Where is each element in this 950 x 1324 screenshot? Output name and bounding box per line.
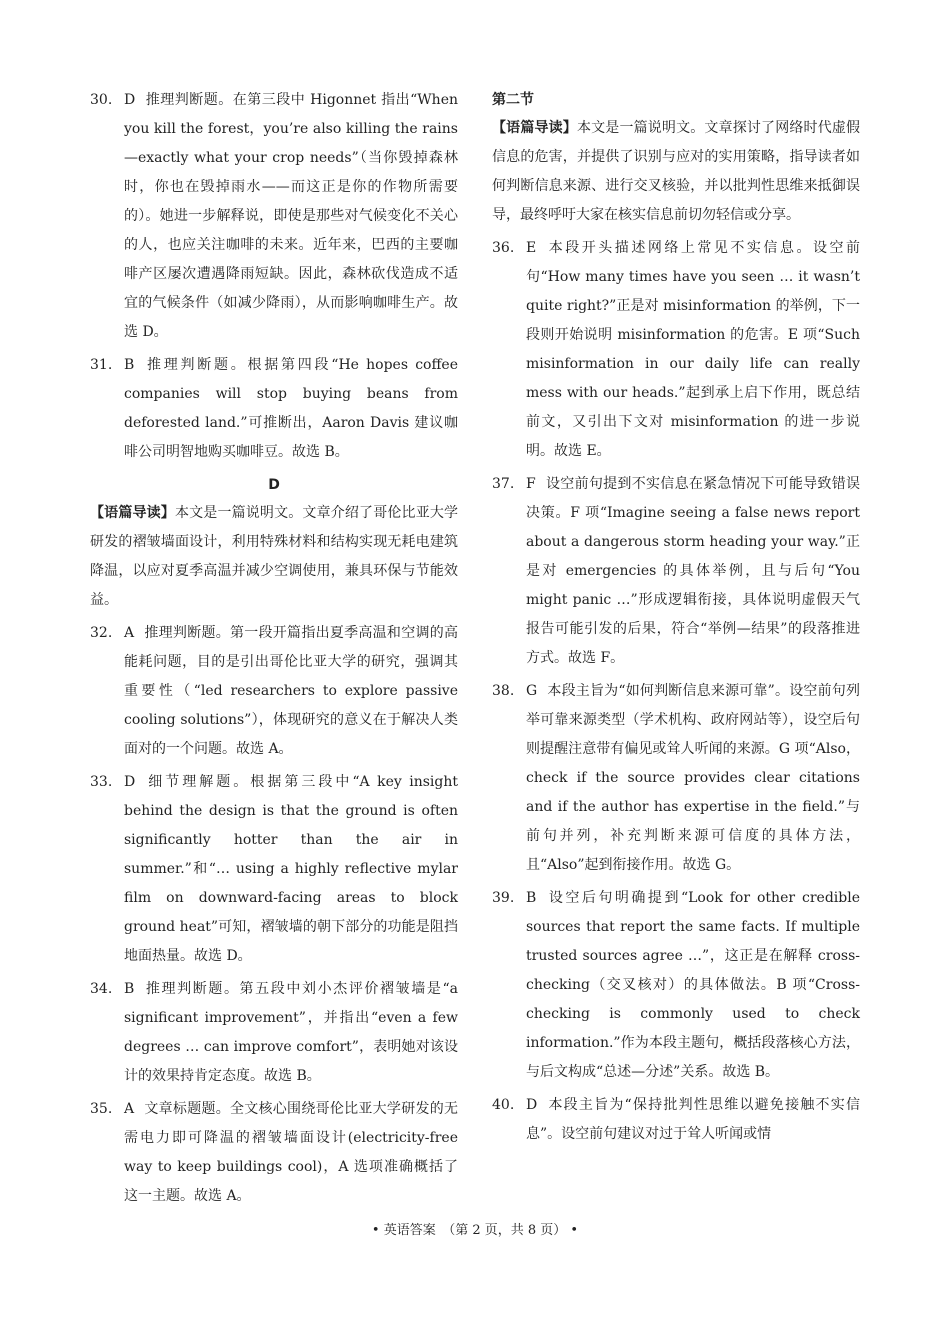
answer-item-33 xyxy=(90,768,458,971)
answer-letter: D xyxy=(124,92,136,108)
explanation-text: 推理判断题。根据第四段“He hopes coffee companies will stop buying beans from deforested land.”可推断出，Aaron Davis 建议咖啡公司明智地购买咖啡豆。故选 B。 xyxy=(124,357,458,460)
question-number: 39. xyxy=(492,890,515,906)
answer-letter: F xyxy=(526,476,536,492)
answer-letter: G xyxy=(526,683,538,699)
guide-text: 本文是一篇说明文。文章介绍了哥伦比亚大学研发的褶皱墙面设计，利用特殊材料和结构实现无耗电建筑降温，以应对夏季高温并减少空调使用，兼具环保与节能效益。 xyxy=(90,505,459,608)
answer-letter: B xyxy=(526,890,537,906)
question-number: 37. xyxy=(492,476,515,492)
explanation-text: 推理判断题。第一段开篇指出夏季高温和空调的高能耗问题，目的是引出哥伦比亚大学的研究，强调其重要性（“led researchers to explore passive cooling solutions”），体现研究的意义在于解决人类面对的一个问题。故选 A。 xyxy=(124,625,458,757)
question-number: 32. xyxy=(90,625,113,641)
explanation-text: 细节理解题。根据第三段中“A key insight behind the design is that the ground is often significantly hotter than the air in summer.”和“… using a highly reflective mylar film on downward-facing areas to block ground heat”可知，褶皱墙的朝下部分的功能是阻挡地面热量。故选 D。 xyxy=(124,774,458,964)
explanation-text: 推理判断题。在第三段中 Higonnet 指出“When you kill the forest，you’re also killing the rains—exactly what your crop needs”（当你毁掉森林时，你也在毁掉雨水——而这正是你的作物所需要的）。她进一步解释说，即使是那些对气候变化不关心的人，也应关注咖啡的未来。近年来，巴西的主要咖啡产区屡次遭遇降雨短缺。因此，森林砍伐造成不适宜的气候条件（如减少降雨），从而影响咖啡生产。故选 D。 xyxy=(124,92,458,340)
reading-guide-d xyxy=(90,499,458,615)
answer-item-38 xyxy=(492,677,860,880)
answer-item-30 xyxy=(90,86,458,347)
answer-item-37 xyxy=(492,470,860,673)
answer-letter: D xyxy=(526,1097,538,1113)
explanation-text: 文章标题题。全文核心围绕哥伦比亚大学研发的无需电力即可降温的褶皱墙面设计(electricity-free way to keep buildings cool)，A 选项准确概括了这一主题。故选 A。 xyxy=(124,1101,458,1204)
answer-item-31 xyxy=(90,351,458,467)
answer-letter: E xyxy=(526,240,537,256)
explanation-text: 设空前句提到不实信息在紧急情况下可能导致错误决策。F 项“Imagine seeing a false news report about a dangerous storm heading your way.”正是对 emergencies 的具体举例，且与后句“You might panic …”形成逻辑衔接，具体说明虚假天气报告可能引发的后果，符合“举例—结果”的段落推进方式。故选 F。 xyxy=(526,476,860,666)
answer-item-34 xyxy=(90,975,458,1091)
answer-letter: A xyxy=(124,1101,135,1117)
answer-item-32 xyxy=(90,619,458,764)
left-column xyxy=(90,86,458,1215)
question-number: 31. xyxy=(90,357,113,373)
guide-text: 本文是一篇说明文。文章探讨了网络时代虚假信息的危害，并提供了识别与应对的实用策略，指导读者如何判断信息来源、进行交叉核验，并以批判性思维来抵御误导，最终呼吁大家在核实信息前切勿轻信或分享。 xyxy=(492,120,861,223)
question-number: 40. xyxy=(492,1097,515,1113)
guide-label: 【语篇导读】 xyxy=(492,120,577,136)
answer-letter: A xyxy=(124,625,135,641)
answer-item-39 xyxy=(492,884,860,1087)
question-number: 38. xyxy=(492,683,515,699)
explanation-text: 设空后句明确提到“Look for other credible sources that report the same facts. If multiple trusted sources agree …”，这正是在解释 cross-checking（交叉核对）的具体做法。B 项“Cross-checking is commonly used to check information.”作为本段主题句，概括段落核心方法，与后文构成“总述—分述”关系。故选 B。 xyxy=(526,890,860,1080)
question-number: 30. xyxy=(90,92,113,108)
answer-item-35 xyxy=(90,1095,458,1211)
section-heading-d: D xyxy=(268,477,280,493)
answer-item-40 xyxy=(492,1091,860,1149)
question-number: 33. xyxy=(90,774,113,790)
explanation-text: 推理判断题。第五段中刘小杰评价褶皱墙是“a significant improvement”，并指出“even a few degrees … can improve comfort”，表明她对该设计的效果持肯定态度。故选 B。 xyxy=(124,981,458,1084)
answer-item-36 xyxy=(492,234,860,466)
explanation-text: 本段开头描述网络上常见不实信息。设空前句“How many times have you seen … it wasn’t quite right?”正是对 misinformation 的举例，下一段则开始说明 misinformation 的危害。E 项“Such misinformation in our daily life can really mess with our heads.”起到承上启下作用，既总结前文，又引出下文对 misinformation 的进一步说明。故选 E。 xyxy=(526,240,860,459)
right-column xyxy=(492,86,860,1153)
reading-guide xyxy=(492,114,860,230)
guide-label: 【语篇导读】 xyxy=(90,505,175,521)
page-footer: • 英语答案 （第 2 页，共 8 页） • xyxy=(371,1223,579,1238)
answer-letter: D xyxy=(124,774,136,790)
question-number: 36. xyxy=(492,240,515,256)
question-number: 34. xyxy=(90,981,113,997)
answer-letter: B xyxy=(124,981,135,997)
section-title: 第二节 xyxy=(492,92,534,108)
explanation-text: 本段主旨为“保持批判性思维以避免接触不实信息”。设空前句建议对过于耸人听闻或情 xyxy=(526,1097,860,1142)
explanation-text: 本段主旨为“如何判断信息来源可靠”。设空前句列举可靠来源类型（学术机构、政府网站等），设空后句则提醒注意带有偏见或耸人听闻的来源。G 项“Also，check if the source provides clear citations and if the author has expertise in the field.”与前句并列，补充判断来源可信度的具体方法，且“Also”起到衔接作用。故选 G。 xyxy=(526,683,860,873)
answer-letter: B xyxy=(124,357,135,373)
question-number: 35. xyxy=(90,1101,113,1117)
